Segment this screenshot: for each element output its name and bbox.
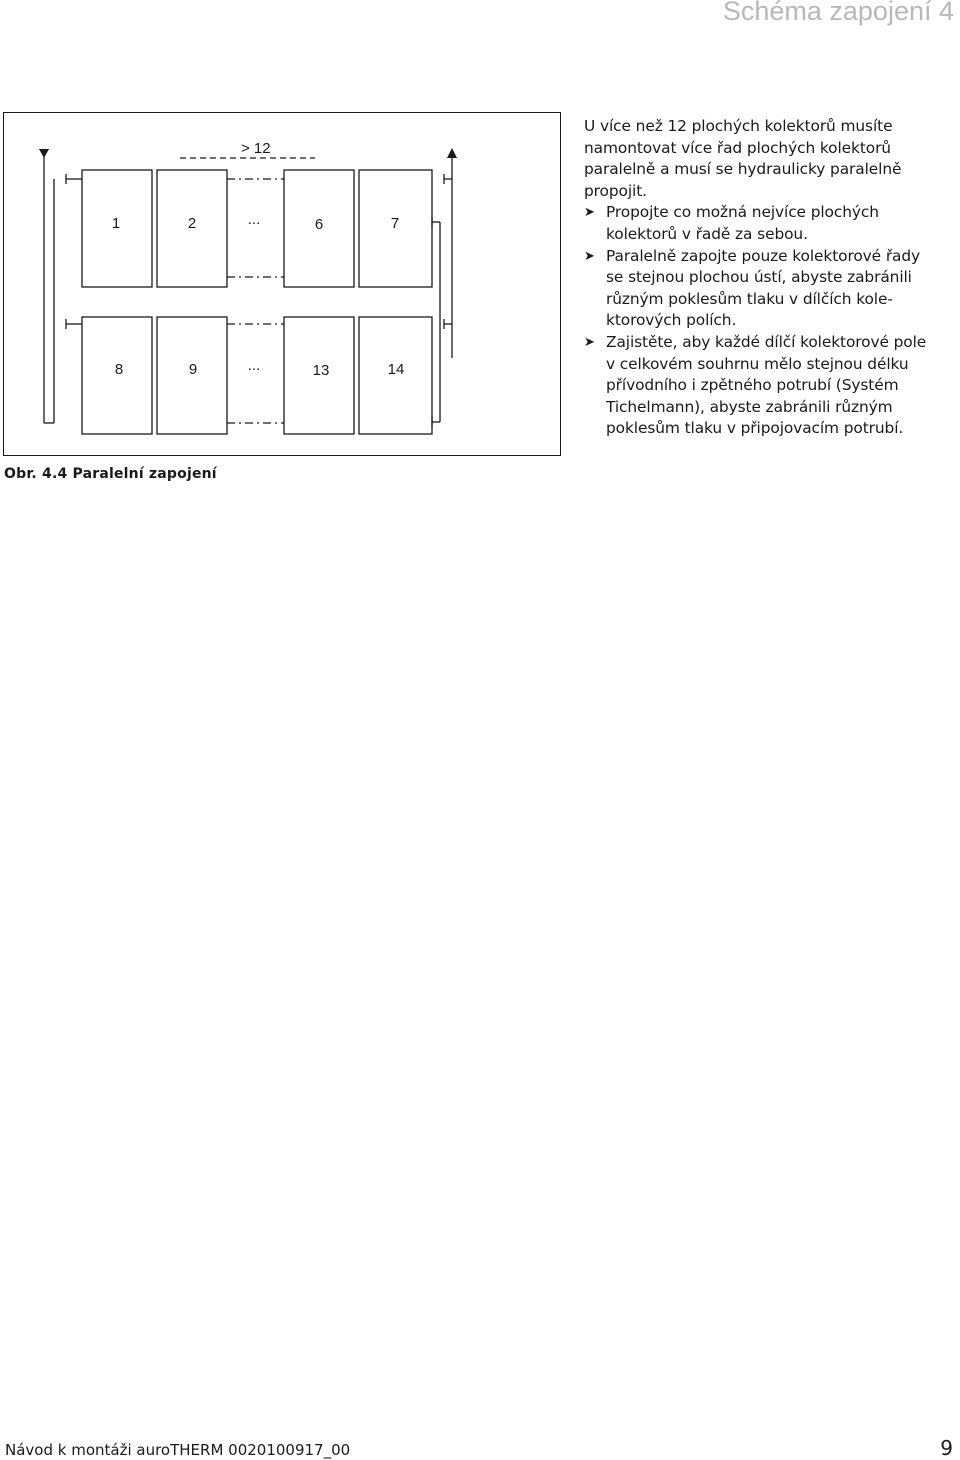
supply-arrow-icon <box>39 149 49 158</box>
bullet-arrow-icon: ➤ <box>584 248 595 264</box>
bullet-line: v celkovém souhrnu mělo stejnou délku <box>606 354 909 373</box>
bullet-line: Paralelně zapojte pouze kolektorové řady <box>606 246 921 265</box>
footer-page-number: 9 <box>940 1436 953 1460</box>
collector-label-14: 14 <box>387 361 405 378</box>
parallel-connection-diagram <box>3 112 561 456</box>
collector-label-7: 7 <box>390 215 400 232</box>
bullet-item <box>584 332 956 440</box>
bullet-line: různým poklesům tlaku v dílčích kole- <box>606 289 893 308</box>
bullet-line: Zajistěte, aby každé dílčí kolektorové pole <box>606 332 927 351</box>
intro-line: namontovat více řad plochých kolektorů <box>584 138 891 157</box>
bullet-arrow-icon: ➤ <box>584 205 595 221</box>
intro-line: U více než 12 plochých kolektorů musíte <box>584 117 893 135</box>
return-arrow-icon <box>447 148 457 158</box>
collector-label-8: 8 <box>114 361 124 378</box>
collector-label-13: 13 <box>312 362 330 379</box>
collector-label-6: 6 <box>314 216 324 233</box>
footer-document-label: Návod k montáži auroTHERM 0020100917_00 <box>5 1441 351 1459</box>
bullet-arrow-icon: ➤ <box>584 334 595 350</box>
diagram-svg <box>4 113 562 457</box>
collector-label-9: 9 <box>188 361 198 378</box>
intro-line: propojit. <box>584 181 647 200</box>
figure-caption: Obr. 4.4 Paralelní zapojení <box>4 466 217 482</box>
bullet-item <box>584 246 956 332</box>
threshold-label: > 12 <box>241 140 271 157</box>
bullet-line: Propojte co možná nejvíce plochých <box>606 203 879 222</box>
bullet-line: přívodního i zpětného potrubí (Systém <box>606 376 899 395</box>
collector-label-1: 1 <box>111 215 121 232</box>
bullet-line: ktorových polích. <box>606 311 737 330</box>
bullet-line: se stejnou plochou ústí, abyste zabránili <box>606 268 912 287</box>
bullet-item <box>584 202 956 245</box>
intro-line: paralelně a musí se hydraulicky paralelně <box>584 160 902 179</box>
page-header-title: Schéma zapojení 4 <box>722 0 954 26</box>
bullet-line: kolektorů v řadě za sebou. <box>606 224 808 243</box>
bullet-line: Tichelmann), abyste zabránili různým <box>606 397 893 416</box>
bullet-line: poklesům tlaku v připojovacím potrubí. <box>606 419 904 438</box>
collector-label-ellipsis-1: ... <box>247 211 261 228</box>
collector-label-ellipsis-2: ... <box>247 357 261 374</box>
collector-label-2: 2 <box>187 215 197 232</box>
instruction-text <box>584 116 956 440</box>
